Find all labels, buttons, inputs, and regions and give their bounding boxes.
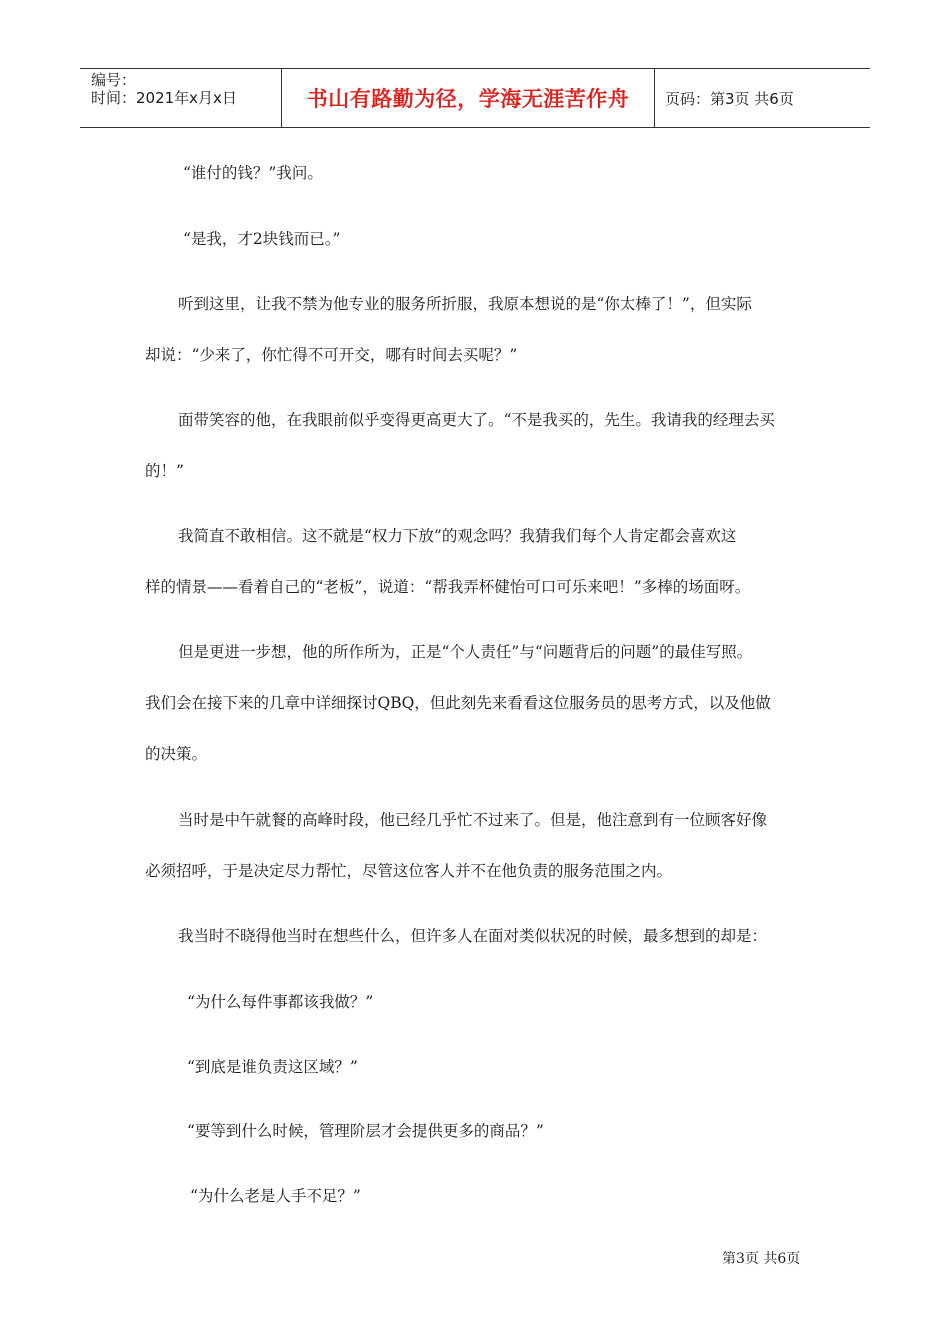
page-header [80,68,870,128]
body-line: 的！” [145,462,184,480]
body-line: “谁付的钱？”我问。 [183,164,323,182]
body-line: 听到这里，让我不禁为他专业的服务所折服，我原本想说的是“你太棒了！”，但实际 [178,295,752,313]
body-line: 样的情景——看着自己的“老板”，说道：“帮我弄杯健怡可口可乐来吧！”多棒的场面呀。 [145,578,751,596]
body-line: 的决策。 [145,745,208,763]
document-number-label: 编号： [91,71,137,89]
body-line: “到底是谁负责这区域？” [187,1058,358,1076]
body-line: “要等到什么时候，管理阶层才会提供更多的商品？” [187,1122,544,1140]
body-line: 我简直不敢相信。这不就是“权力下放”的观念吗？我猜我们每个人肯定都会喜欢这 [178,527,737,545]
header-motto: 书山有路勤为径，学海无涯苦作舟 [282,69,655,127]
body-line: “为什么老是人手不足？” [190,1187,361,1205]
page-footer-number: 第3页 共6页 [722,1251,801,1267]
body-line: “为什么每件事都该我做？” [187,993,374,1011]
body-line: “是我，才2块钱而已。” [183,230,341,248]
body-line: 却说：“少来了，你忙得不可开交，哪有时间去买呢？” [145,346,518,364]
header-page-label: 页码：第3页 共6页 [665,89,794,108]
body-line: 面带笑容的他，在我眼前似乎变得更高更大了。“不是我买的，先生。我请我的经理去买 [178,411,775,429]
document-date-label: 时间：2021年x月x日 [91,89,237,107]
body-line: 我们会在接下来的几章中详细探讨QBQ，但此刻先来看看这位服务员的思考方式，以及他做 [145,694,771,712]
body-line: 我当时不晓得他当时在想些什么，但许多人在面对类似状况的时候，最多想到的却是： [178,927,768,945]
body-line: 当时是中午就餐的高峰时段，他已经几乎忙不过来了。但是，他注意到有一位顾客好像 [178,811,768,829]
body-line: 但是更进一步想，他的所作所为，正是“个人责任”与“问题背后的问题”的最佳写照。 [178,643,753,661]
header-meta [80,69,282,127]
body-line: 必须招呼，于是决定尽力帮忙，尽管这位客人并不在他负责的服务范围之内。 [145,862,673,880]
